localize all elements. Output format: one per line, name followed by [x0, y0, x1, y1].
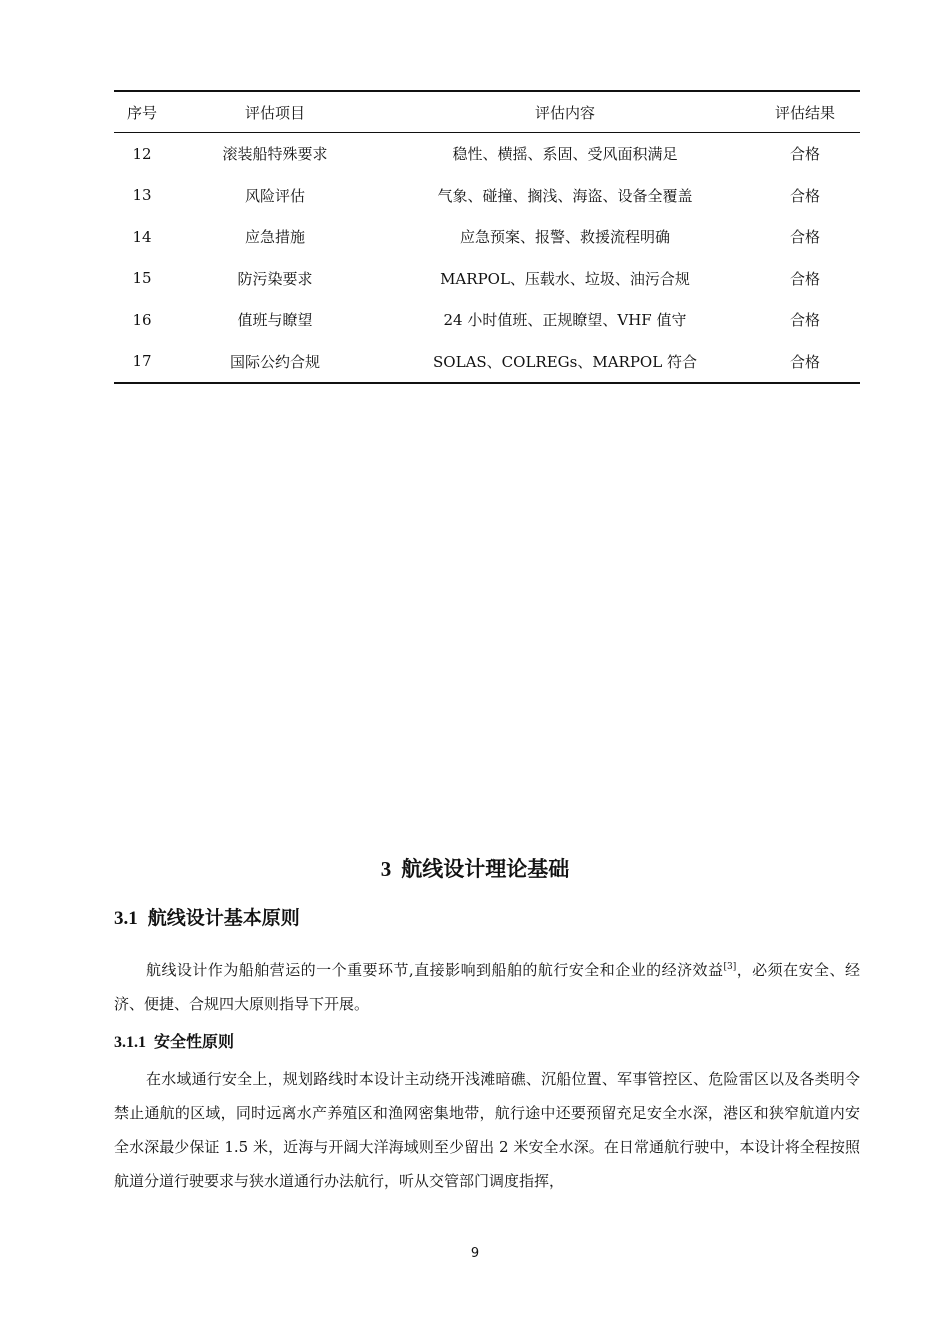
table-row [114, 258, 860, 300]
citation-ref: [3] [723, 962, 737, 972]
header-result: 评估结果 [774, 103, 835, 122]
cell-result: 合格 [789, 311, 820, 330]
section-title [114, 903, 300, 930]
paragraph-intro-text: 航线设计作为船舶营运的一个重要环节,直接影响到船舶的航行安全和企业的经济效益 [146, 961, 724, 979]
cell-result: 合格 [789, 269, 820, 288]
cell-result: 合格 [789, 352, 820, 371]
header-item: 评估项目 [244, 103, 305, 122]
table-row [114, 341, 860, 384]
evaluation-table [114, 90, 860, 384]
cell-no: 15 [132, 269, 152, 288]
section-number: 3.1 [114, 908, 138, 929]
cell-item: 应急措施 [244, 228, 305, 247]
table-header-row [114, 91, 860, 133]
cell-content: MARPOL、压载水、垃圾、油污合规 [440, 269, 690, 288]
cell-content: 稳性、横摇、系固、受风面积满足 [452, 145, 678, 164]
paragraph-intro-text-cont: ，必须在安全、经济、便捷、合规四大原则指导下开展。 [114, 961, 860, 1013]
table-row [114, 299, 860, 341]
chapter-title-text: 航线设计理论基础 [401, 857, 570, 881]
cell-no: 14 [132, 227, 152, 246]
section-title-text: 航线设计基本原则 [147, 907, 300, 929]
cell-item: 防污染要求 [237, 269, 313, 288]
table-row [114, 133, 860, 175]
cell-content: 气象、碰撞、搁浅、海盗、设备全覆盖 [437, 186, 693, 205]
header-content: 评估内容 [534, 103, 595, 122]
header-no: 序号 [126, 103, 157, 122]
page-number: 9 [470, 1246, 480, 1261]
table-row [114, 175, 860, 217]
cell-content: SOLAS、COLREGs、MARPOL 符合 [433, 352, 697, 371]
cell-item: 国际公约合规 [229, 352, 320, 371]
subsection-number: 3.1.1 [114, 1034, 146, 1051]
cell-item: 值班与瞭望 [237, 311, 313, 330]
paragraph-safety: 在水域通行安全上，规划路线时本设计主动绕开浅滩暗礁、沉船位置、军事管控区、危险雷区以及各类明令禁止通航的区域，同时远离水产养殖区和渔网密集地带，航行途中还要预留充足安全水深，港区和狭窄航道内安全水深最少保证 1.5 米，近海与开阔大洋海域则至少留出 2 米安全水深。在日常通航行驶中，本设计将全程按照航道分道行驶要求与狭水道通行办法航行，听从交管部门调度指挥， [114, 1070, 860, 1190]
cell-content: 24 小时值班、正规瞭望、VHF 值守 [443, 311, 687, 330]
paragraph-intro [114, 953, 860, 1021]
cell-result: 合格 [789, 228, 820, 247]
chapter-title [0, 853, 950, 883]
cell-content: 应急预案、报警、救援流程明确 [459, 228, 670, 247]
cell-item: 风险评估 [244, 186, 305, 205]
cell-no: 16 [132, 310, 152, 329]
cell-no: 13 [132, 186, 152, 205]
cell-no: 12 [132, 144, 152, 163]
subsection-title-text: 安全性原则 [154, 1032, 235, 1051]
cell-result: 合格 [789, 145, 820, 164]
chapter-number: 3 [380, 857, 392, 881]
subsection-title [114, 1029, 234, 1052]
cell-result: 合格 [789, 186, 820, 205]
table-row [114, 216, 860, 258]
cell-no: 17 [132, 352, 152, 371]
cell-item: 滚装船特殊要求 [222, 145, 328, 164]
